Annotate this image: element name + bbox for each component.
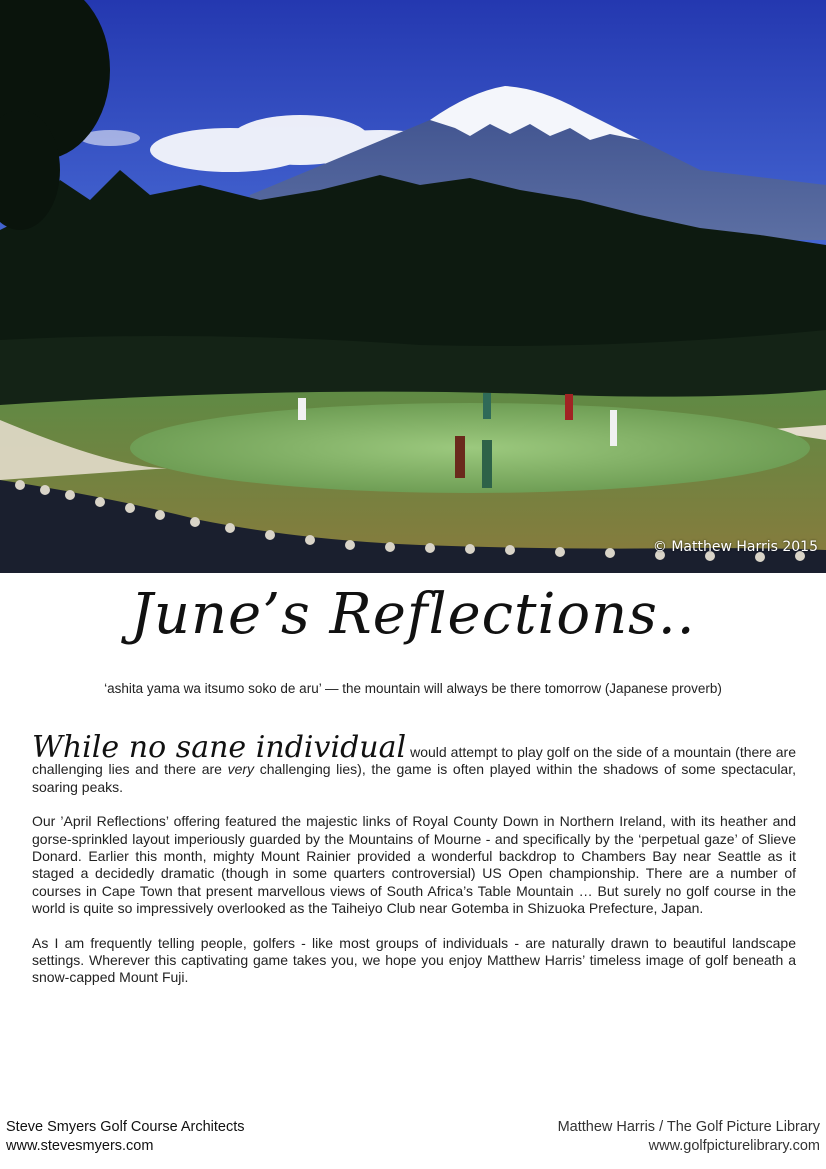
- paragraph-3: As I am frequently telling people, golfers - like most groups of individuals - are naturally drawn to beautiful landscape settings. Wherever this captivating game takes you, we hope you enjoy Matthew Harris’ timeless image of golf beneath a snow-capped Mount Fuji.: [32, 934, 796, 986]
- footer-right: [558, 1118, 820, 1156]
- lead-phrase: While no sane individual: [32, 730, 407, 765]
- page-title: June’s Reflections..: [130, 582, 696, 647]
- hero-photo: [0, 0, 826, 573]
- p1-emphasis: very: [227, 761, 255, 778]
- mount-fuji-golf-photo: [0, 0, 826, 573]
- paragraph-1: [32, 730, 796, 796]
- paragraph-2: Our ’April Reflections’ offering featured the majestic links of Royal County Down in Northern Ireland, with its heather and gorse-sprinkled layout imperiously guarded by the Mountains of Mourne - and specifically by the ‘perpetual gaze’ of Slieve Donard. Earlier this month, mighty Mount Rainier provided a wonderful backdrop to Chambers Bay near Seattle as it staged a decidedly dramatic (though in some quarters controversial) US Open championship. There are a number of courses in Cape Town that present marvellous views of South Africa’s Table Mountain … But surely no golf course in the world is quite so impressively overlooked as the Taiheiyo Club near Gotemba in Shizuoka Prefecture, Japan.: [32, 813, 796, 917]
- architect-name: Steve Smyers Golf Course Architects: [6, 1119, 245, 1135]
- article-body: [32, 730, 796, 1004]
- p1-text-b: challenging lies), the game is often played within the shadows of some spectacular, soaring peaks.: [32, 761, 796, 795]
- architect-url[interactable]: www.stevesmyers.com: [6, 1138, 154, 1154]
- footer-left: [6, 1118, 245, 1156]
- photographer-url[interactable]: www.golfpicturelibrary.com: [648, 1138, 820, 1154]
- p1-text-a: would attempt to play golf on the side of a mountain (there are challenging lies and there are: [32, 744, 796, 778]
- photo-credit: © Matthew Harris 2015: [652, 539, 818, 555]
- proverb-quote: ‘ashita yama wa itsumo soko de aru’ — the mountain will always be there tomorrow (Japanese proverb): [104, 681, 722, 696]
- photographer-name: Matthew Harris / The Golf Picture Library: [557, 1119, 820, 1135]
